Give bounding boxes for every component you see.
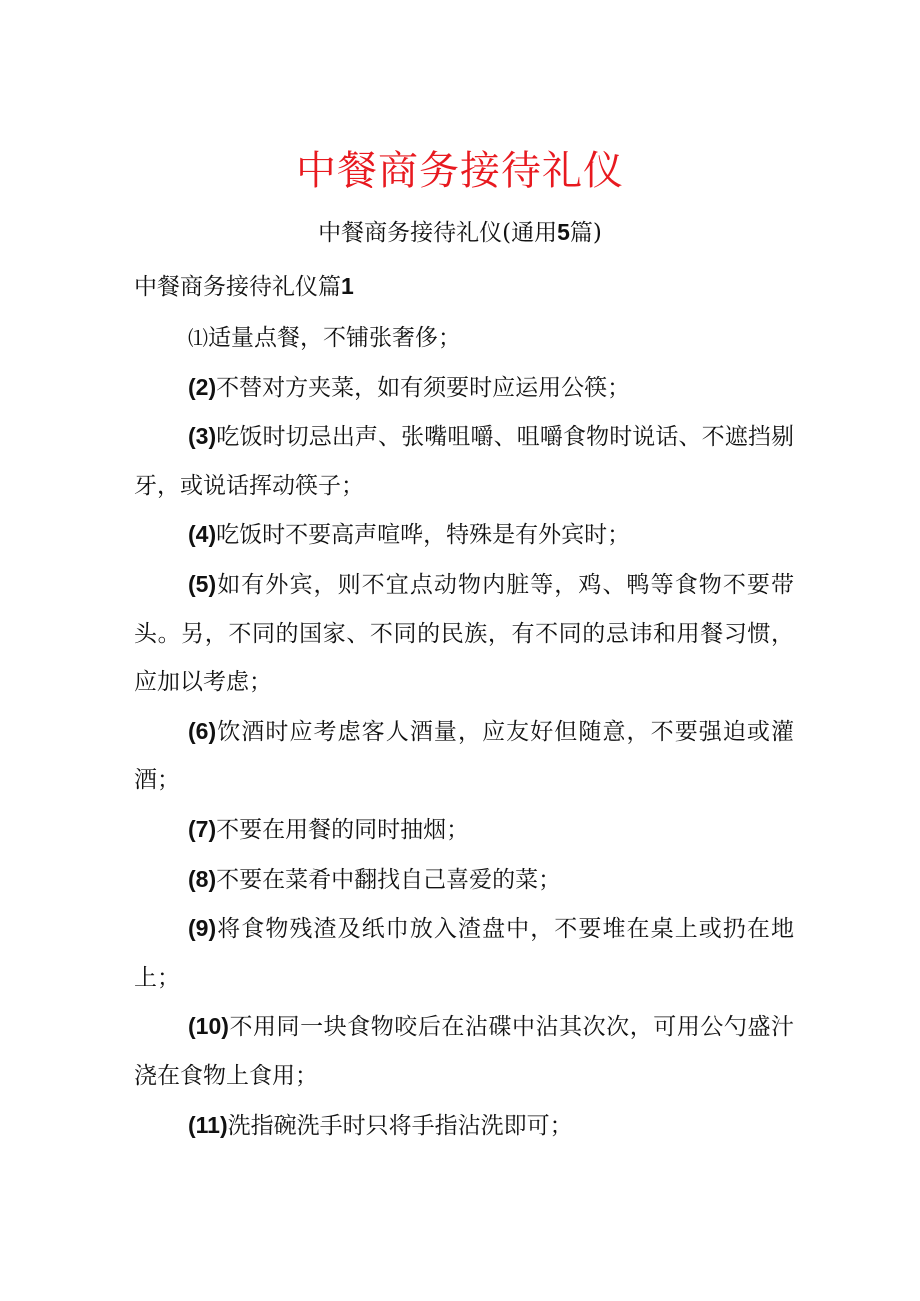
subtitle-count: 5: [557, 219, 570, 245]
document-subtitle: [0, 214, 920, 251]
section-heading-text: 中餐商务接待礼仪篇: [134, 274, 341, 300]
section-heading-number: 1: [341, 273, 354, 299]
item-text: 适量点餐，不铺张奢侈；: [208, 325, 461, 351]
item-text: 不用同一块食物咬后在沾碟中沾其次次，可用公勺盛汁浇在食物上食用；: [134, 1014, 794, 1089]
item-text: 不替对方夹菜，如有须要时应运用公筷；: [216, 374, 631, 401]
item-marker: (6): [188, 717, 217, 744]
document-title: 中餐商务接待礼仪: [296, 148, 624, 194]
list-item: [134, 314, 794, 363]
list-item: [134, 510, 794, 560]
list-item: [134, 855, 794, 905]
list-item: [134, 1101, 794, 1151]
item-marker: (4): [188, 521, 217, 548]
item-marker: (11): [188, 1111, 228, 1138]
item-text: 不要在用餐的同时抽烟；: [216, 816, 470, 843]
item-marker: (3): [188, 423, 217, 450]
item-marker: (7): [188, 815, 217, 842]
item-text: 饮酒时应考虑客人酒量，应友好但随意，不要强迫或灌酒；: [134, 718, 794, 794]
item-text: 吃饭时不要高声喧哗，特殊是有外宾时；: [216, 522, 631, 549]
subtitle-suffix: 篇): [569, 220, 602, 246]
subtitle-text: 中餐商务接待礼仪(通用: [318, 220, 558, 246]
list-item: [134, 904, 794, 1002]
item-text: 如有外宾，则不宜点动物内脏等，鸡、鸭等食物不要带头。另，不同的国家、不同的民族，有不同的忌讳和用餐习惯，应加以考虑；: [134, 571, 794, 696]
item-text: 不要在菜肴中翻找自己喜爱的菜；: [216, 866, 562, 893]
item-marker: ⑴: [188, 326, 208, 350]
item-marker: (2): [188, 373, 217, 400]
list-item: [134, 412, 794, 510]
section-heading: [134, 268, 354, 305]
list-item: [134, 805, 794, 855]
item-text: 将食物残渣及纸巾放入渣盘中，不要堆在桌上或扔在地上；: [134, 916, 794, 991]
item-marker: (9): [188, 915, 217, 942]
list-item: [134, 363, 794, 413]
list-item: [134, 560, 794, 707]
item-text: 洗指碗洗手时只将手指沾洗即可；: [227, 1112, 573, 1139]
item-marker: (8): [188, 865, 217, 892]
item-text: 吃饭时切忌出声、张嘴咀嚼、咀嚼食物时说话、不遮挡剔牙，或说话挥动筷子；: [134, 424, 794, 499]
list-item: [134, 1002, 794, 1100]
item-marker: (10): [188, 1013, 229, 1040]
item-marker: (5): [188, 570, 217, 597]
etiquette-list: [134, 314, 794, 1150]
list-item: [134, 707, 794, 805]
